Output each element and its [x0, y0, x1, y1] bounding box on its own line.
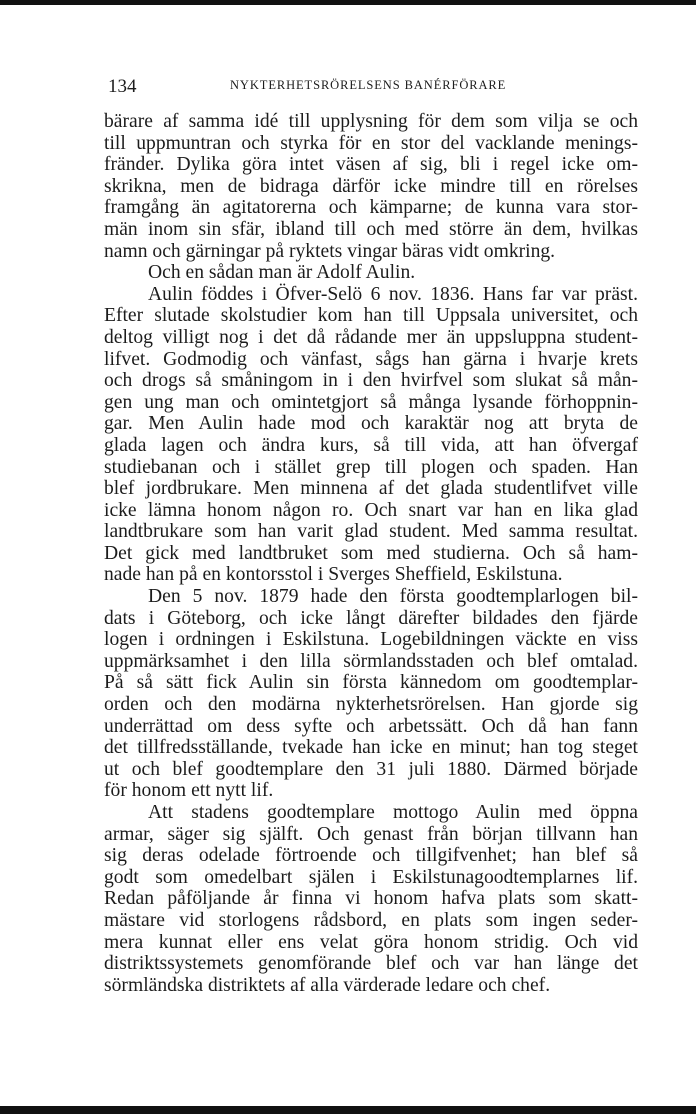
text-line: bärare af samma idé till upplysning för dem som vilja se och [104, 111, 638, 132]
text-line: sörmländska distriktets af alla värderade ledare och chef. [104, 974, 551, 996]
text-line: underrättad om dess syfte och arbetssätt. Och då han fann [104, 715, 638, 737]
text-line: mera kunnat eller ens velat göra honom stridig. Och vid [104, 931, 638, 953]
text-line: orden och den modärna nykterhetsrörelsen. Han gjorde sig [104, 694, 638, 716]
text-line: deltog villigt nog i det då rådande mer än uppsluppna student- [104, 326, 638, 348]
text-line: Aulin föddes i Öfver-Selö 6 nov. 1836. Hans far var präst. [148, 283, 638, 305]
text-line: skrikna, men de bidraga därför icke mindre till en rörelses [104, 175, 638, 197]
text-line: armar, säger sig själft. Och genast från början tillvann han [104, 823, 638, 845]
bottom-edge-rule [0, 1106, 696, 1114]
running-title: NYKTERHETSRÖRELSENS BANÉRFÖRARE [230, 78, 507, 92]
text-line: sig deras odelade förtroende och tillgifvenhet; han blef så [104, 845, 638, 867]
page-number: 134 [108, 76, 137, 97]
text-line: distriktssystemets genomförande blef och var han länge det [104, 953, 638, 975]
text-line: namn och gärningar på ryktets vingar bäras vidt omkring. [104, 240, 556, 262]
text-line: studiebanan och i stället grep till plogen och spaden. Han [104, 456, 638, 478]
text-line: det tillfredsställande, tvekade han icke en minut; han tog steget [104, 737, 638, 759]
running-head [108, 76, 638, 100]
text-line: Det gick med landtbruket som med studierna. Och så ham- [104, 542, 638, 564]
text-line: mästare vid storlogens rådsbord, en plats som ingen seder- [104, 909, 638, 931]
text-line: landtbrukare som han varit glad student. Med samma resultat. [104, 521, 638, 543]
text-line: Den 5 nov. 1879 hade den första goodtemplarlogen bil- [148, 586, 638, 608]
text-line: På så sätt fick Aulin sin första kännedom om goodtemplar- [104, 672, 638, 694]
paragraph [104, 802, 638, 996]
text-line: till uppmuntran och styrka för en stor del vacklande menings- [104, 132, 638, 154]
text-line: glada lagen och ändra kurs, så till vida, att han öfvergaf [104, 434, 638, 456]
text-line: logen i ordningen i Eskilstuna. Logebildningen väckte en viss [104, 629, 638, 651]
text-line: Och en sådan man är Adolf Aulin. [148, 262, 416, 284]
text-line: ut och blef goodtemplare den 31 juli 1880. Därmed började [104, 758, 638, 780]
paragraph [104, 262, 638, 284]
text-line: godt som omedelbart själen i Eskilstunagoodtemplarnes lif. [104, 866, 638, 888]
paragraph [104, 284, 638, 586]
text-line: män inom sin sfär, ibland till och med större än dem, hvilkas [104, 218, 638, 240]
body-text [104, 111, 638, 996]
paragraph [104, 111, 638, 262]
text-line: för honom ett nytt lif. [104, 780, 274, 802]
text-line: dats i Göteborg, och icke långt därefter bildades den fjärde [104, 607, 638, 629]
text-line: framgång än agitatorerna och kämparne; de kunna vara stor- [104, 197, 638, 219]
text-line: gar. Men Aulin hade mod och karaktär nog att bryta de [104, 413, 638, 435]
text-line: gen ung man och omintetgjort så många lysande förhoppnin- [104, 391, 638, 413]
paragraph [104, 586, 638, 802]
text-line: uppmärksamhet i den lilla sörmlandsstaden och blef omtalad. [104, 650, 638, 672]
text-line: fränder. Dylika göra intet väsen af sig, bli i regel icke om- [104, 154, 638, 176]
text-line: Efter slutade skolstudier kom han till Uppsala universitet, och [104, 305, 638, 327]
text-line: Redan påföljande år finna vi honom hafva plats som skatt- [104, 888, 638, 910]
text-line: icke lämna honom någon ro. Och snart var han en lika glad [104, 499, 638, 521]
text-line: och drogs så småningom in i den hvirfvel som slukat så mån- [104, 370, 638, 392]
text-line: blef jordbrukare. Men minnena af det glada studentlifvet ville [104, 478, 638, 500]
text-line: nade han på en kontorsstol i Sverges Sheffield, Eskilstuna. [104, 564, 563, 586]
text-line: Att stadens goodtemplare mottogo Aulin med öppna [148, 802, 638, 823]
text-line: lifvet. Godmodig och vänfast, sågs han gärna i hvarje krets [104, 348, 638, 370]
top-edge-rule [0, 0, 696, 5]
